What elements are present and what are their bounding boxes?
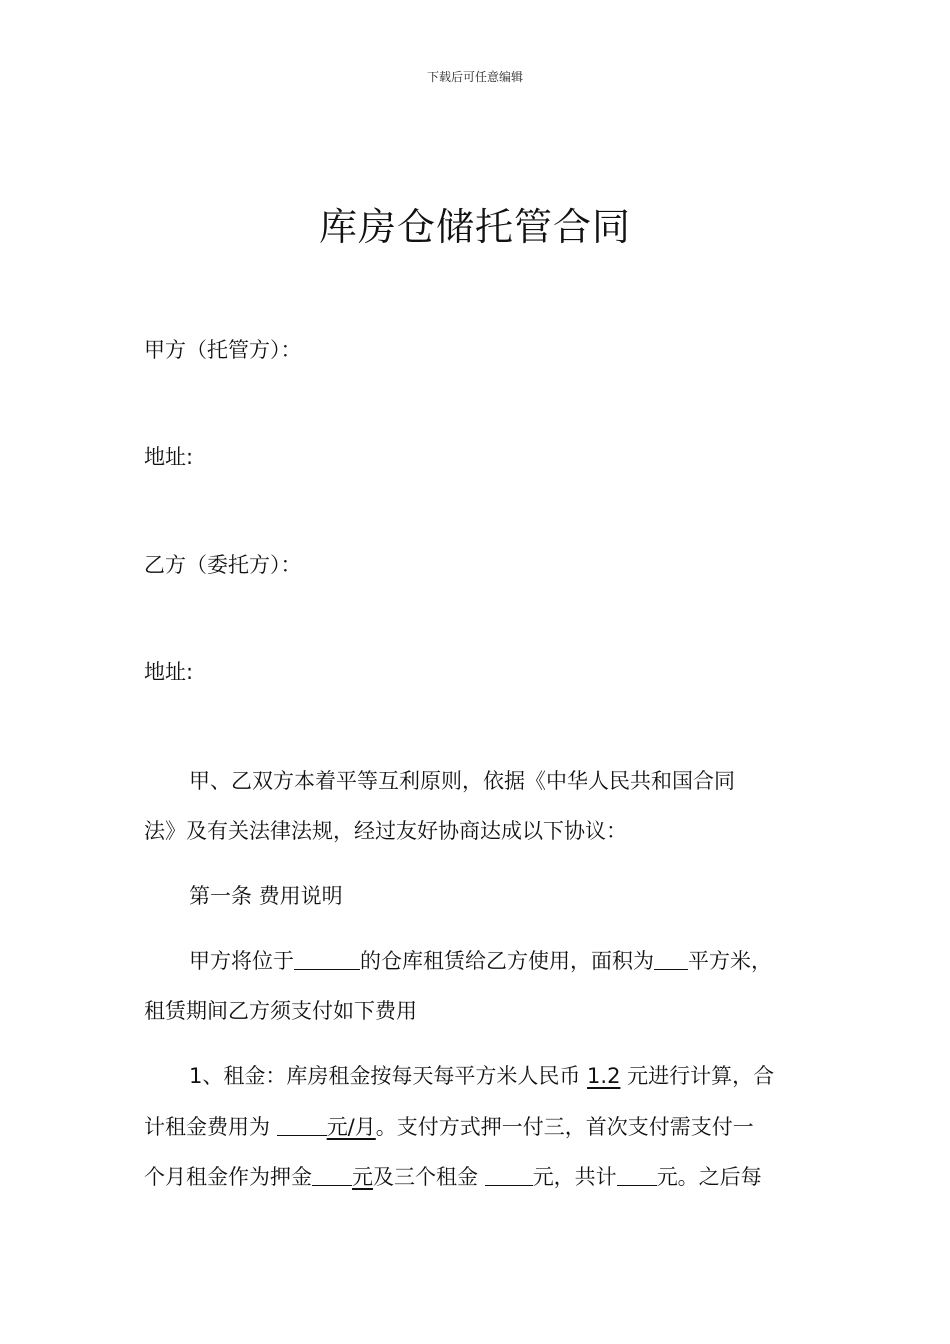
text-segment: 及三个租金 <box>373 1165 485 1189</box>
rent-line-2 <box>144 1111 754 1141</box>
total-blank <box>617 1165 657 1186</box>
page-title: 库房仓储托管合同 <box>318 205 631 249</box>
text-segment: 计租金费用为 <box>144 1115 277 1139</box>
party-b-address-label: 地址: <box>144 660 194 684</box>
text-segment: 甲方将位于 <box>189 949 294 973</box>
text-segment: 1、租金：库房租金按每天每平方米人民币 <box>189 1064 588 1088</box>
text-segment: 元。之后每 <box>656 1165 762 1189</box>
rent-line-3 <box>144 1161 762 1191</box>
party-b-label: 乙方（委托方）： <box>144 553 302 577</box>
header-note: 下载后可任意编辑 <box>426 70 523 84</box>
text-segment: 个月租金作为押金 <box>144 1165 312 1189</box>
article-1-heading: 第一条 费用说明 <box>189 884 343 908</box>
rent-line-1 <box>189 1060 774 1090</box>
text-segment: 的仓库租赁给乙方使用，面积为 <box>360 949 654 973</box>
rent-rate-value: 1.2 <box>587 1064 621 1088</box>
monthly-rent-blank <box>277 1115 327 1136</box>
deposit-unit: 元 <box>352 1165 373 1189</box>
party-a-label: 甲方（托管方）： <box>144 338 302 362</box>
warehouse-location-blank <box>294 949 360 970</box>
area-blank <box>654 949 688 970</box>
deposit-blank <box>312 1165 352 1186</box>
text-segment: 元，共计 <box>532 1165 617 1189</box>
party-a-address-label: 地址: <box>144 445 194 469</box>
intro-line-2: 法》及有关法律法规，经过友好协商达成以下协议： <box>144 819 627 843</box>
monthly-rent-unit: 元/月 <box>326 1115 376 1139</box>
article-1-paragraph-line-1 <box>189 945 772 975</box>
article-1-paragraph-line-2: 租赁期间乙方须支付如下费用 <box>144 999 417 1023</box>
text-segment: 。支付方式押一付三，首次支付需支付一 <box>375 1115 754 1139</box>
three-month-rent-blank <box>485 1165 533 1186</box>
intro-line-1: 甲、乙双方本着平等互利原则，依据《中华人民共和国合同 <box>189 769 735 793</box>
text-segment: 元进行计算，合 <box>620 1064 775 1088</box>
text-segment: 平方米， <box>688 949 772 973</box>
